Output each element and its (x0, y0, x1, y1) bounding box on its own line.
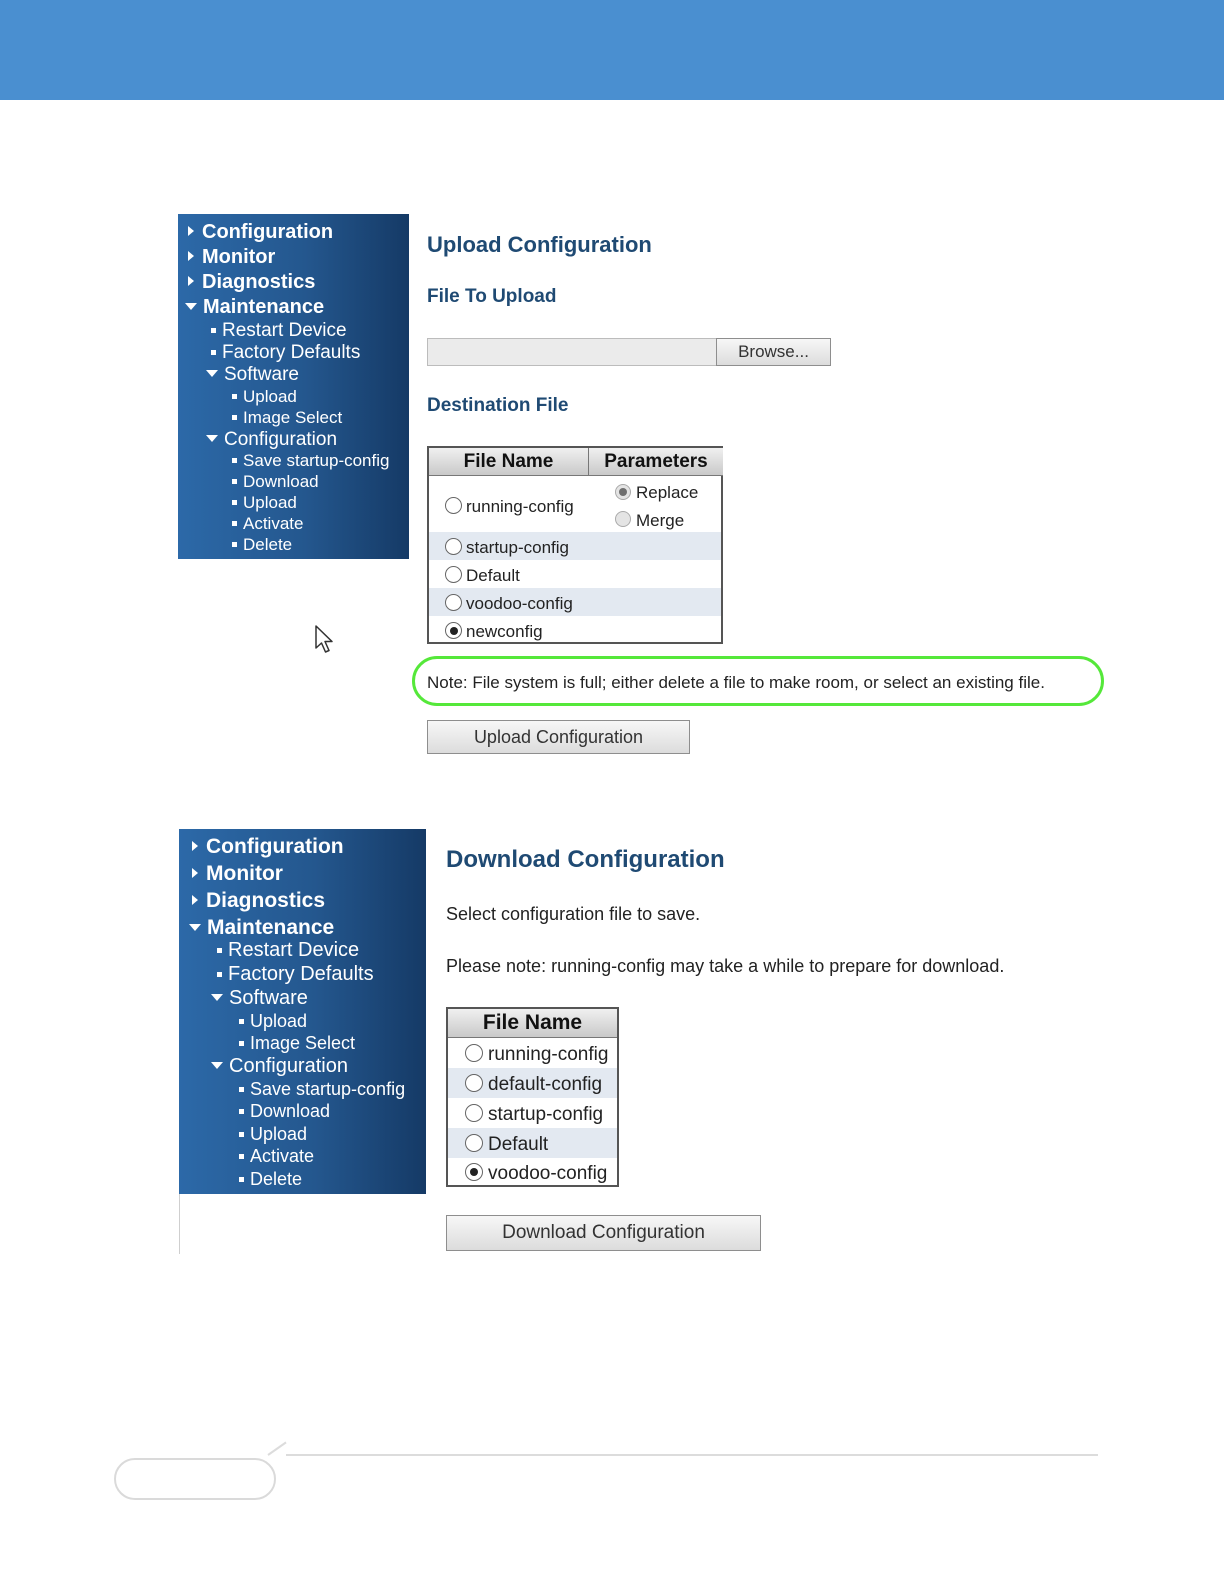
file-system-full-note: Note: File system is full; either delete a file to make room, or select an existing file. (427, 673, 1045, 692)
file-name-label: startup-config (466, 538, 569, 557)
caret-down-icon (185, 303, 197, 310)
menu-maintenance[interactable]: Maintenance (189, 917, 334, 938)
menu-monitor[interactable]: Monitor (188, 247, 275, 267)
file-name-label: Default (488, 1134, 549, 1155)
bullet-icon (239, 1109, 244, 1114)
menu-image-select[interactable]: Image Select (239, 1034, 355, 1052)
table-row (429, 560, 721, 588)
menu-software-upload[interactable]: Upload (232, 388, 297, 405)
caret-down-icon (206, 435, 218, 442)
bullet-icon (232, 479, 237, 484)
menu-factory-defaults[interactable]: Factory Defaults (211, 343, 360, 362)
menu-save-startup-config[interactable]: Save startup-config (239, 1080, 405, 1098)
column-header-file-name: File Name (448, 1009, 617, 1038)
radio-voodoo-config[interactable] (465, 1163, 483, 1181)
caret-right-icon (192, 895, 198, 905)
mouse-cursor-icon (314, 624, 336, 654)
radio-default-config[interactable] (465, 1074, 483, 1092)
bullet-icon (232, 542, 237, 547)
menu-software[interactable]: Software (206, 365, 299, 384)
table-row (429, 476, 721, 532)
column-header-file-name: File Name (429, 448, 589, 476)
bullet-icon (211, 350, 216, 355)
table-row (448, 1158, 617, 1185)
bullet-icon (211, 328, 216, 333)
caret-right-icon (188, 276, 194, 286)
menu-software-upload[interactable]: Upload (239, 1012, 307, 1030)
menu-configuration-group[interactable]: Configuration (211, 1056, 348, 1076)
caret-down-icon (211, 1062, 223, 1069)
bullet-icon (232, 415, 237, 420)
table-row (448, 1068, 617, 1098)
bullet-icon (239, 1132, 244, 1137)
destination-file-table (427, 446, 723, 644)
radio-default[interactable] (465, 1134, 483, 1152)
menu-configuration[interactable]: Configuration (188, 222, 333, 242)
bullet-icon (239, 1177, 244, 1182)
footer-rule (286, 1454, 1098, 1456)
menu-diagnostics[interactable]: Diagnostics (192, 890, 325, 911)
menu-delete[interactable]: Delete (239, 1170, 302, 1188)
radio-running-config[interactable] (465, 1044, 483, 1062)
table-row (429, 532, 721, 560)
menu-download[interactable]: Download (232, 473, 319, 490)
file-path-input[interactable] (427, 338, 717, 366)
menu-download[interactable]: Download (239, 1102, 330, 1120)
table-row (448, 1128, 617, 1158)
menu-maintenance[interactable]: Maintenance (185, 297, 324, 317)
caret-right-icon (192, 868, 198, 878)
bullet-icon (232, 521, 237, 526)
bullet-icon (239, 1154, 244, 1159)
table-row (429, 616, 721, 642)
menu-factory-defaults[interactable]: Factory Defaults (217, 964, 374, 984)
file-name-label: startup-config (488, 1104, 604, 1125)
menu-diagnostics[interactable]: Diagnostics (188, 272, 315, 292)
upload-page-title: Upload Configuration (427, 232, 652, 257)
file-name-label: Default (466, 566, 520, 585)
sidebar-menu-download (179, 829, 426, 1194)
table-row (429, 588, 721, 616)
menu-save-startup-config[interactable]: Save startup-config (232, 452, 389, 469)
sidebar-menu-upload (178, 214, 409, 559)
caret-down-icon (189, 924, 201, 931)
menu-activate[interactable]: Activate (232, 515, 303, 532)
bullet-icon (232, 458, 237, 463)
frame-divider (179, 1194, 180, 1254)
caret-down-icon (211, 994, 223, 1001)
file-name-label: default-config (488, 1074, 603, 1095)
file-name-label: running-config (466, 497, 574, 516)
footer-page-tab (114, 1458, 276, 1500)
upload-configuration-button[interactable]: Upload Configuration (427, 720, 690, 754)
caret-right-icon (188, 226, 194, 236)
table-row (448, 1038, 617, 1068)
radio-running-config[interactable] (445, 497, 462, 514)
file-to-upload-label: File To Upload (427, 286, 557, 307)
destination-file-label: Destination File (427, 395, 569, 416)
menu-software[interactable]: Software (211, 988, 308, 1008)
file-name-label: voodoo-config (488, 1163, 608, 1184)
menu-image-select[interactable]: Image Select (232, 409, 342, 426)
bullet-icon (239, 1019, 244, 1024)
caret-right-icon (192, 841, 198, 851)
page-header-band (0, 0, 1224, 100)
radio-startup-config[interactable] (445, 538, 462, 555)
menu-configuration[interactable]: Configuration (192, 836, 344, 857)
bullet-icon (239, 1087, 244, 1092)
download-file-table (446, 1007, 619, 1187)
table-row (448, 1098, 617, 1128)
browse-button[interactable]: Browse... (716, 338, 831, 366)
bullet-icon (232, 394, 237, 399)
menu-delete[interactable]: Delete (232, 536, 292, 553)
running-config-note: Please note: running-config may take a while to prepare for download. (446, 956, 1005, 976)
param-label: Merge (636, 511, 685, 530)
menu-configuration-group[interactable]: Configuration (206, 430, 337, 449)
bullet-icon (217, 972, 222, 977)
menu-monitor[interactable]: Monitor (192, 863, 283, 884)
param-label: Replace (636, 483, 699, 502)
download-page-title: Download Configuration (446, 846, 725, 873)
file-name-label: newconfig (466, 622, 543, 641)
caret-right-icon (188, 251, 194, 261)
footer-rule-slant (267, 1442, 286, 1456)
radio-startup-config[interactable] (465, 1104, 483, 1122)
menu-restart-device[interactable]: Restart Device (211, 321, 347, 340)
menu-config-upload[interactable]: Upload (232, 494, 297, 511)
radio-default[interactable] (445, 566, 462, 583)
caret-down-icon (206, 370, 218, 377)
file-name-label: running-config (488, 1044, 609, 1065)
menu-config-upload[interactable]: Upload (239, 1125, 307, 1143)
radio-voodoo-config[interactable] (445, 594, 462, 611)
bullet-icon (239, 1041, 244, 1046)
menu-activate[interactable]: Activate (239, 1147, 314, 1165)
select-file-instruction: Select configuration file to save. (446, 904, 701, 924)
file-name-label: voodoo-config (466, 594, 573, 613)
bullet-icon (217, 948, 222, 953)
column-header-parameters: Parameters (589, 448, 723, 476)
radio-merge[interactable] (615, 511, 631, 527)
download-configuration-button[interactable]: Download Configuration (446, 1215, 761, 1251)
menu-restart-device[interactable]: Restart Device (217, 940, 359, 960)
bullet-icon (232, 500, 237, 505)
radio-replace[interactable] (615, 484, 631, 500)
radio-newconfig[interactable] (445, 622, 462, 639)
